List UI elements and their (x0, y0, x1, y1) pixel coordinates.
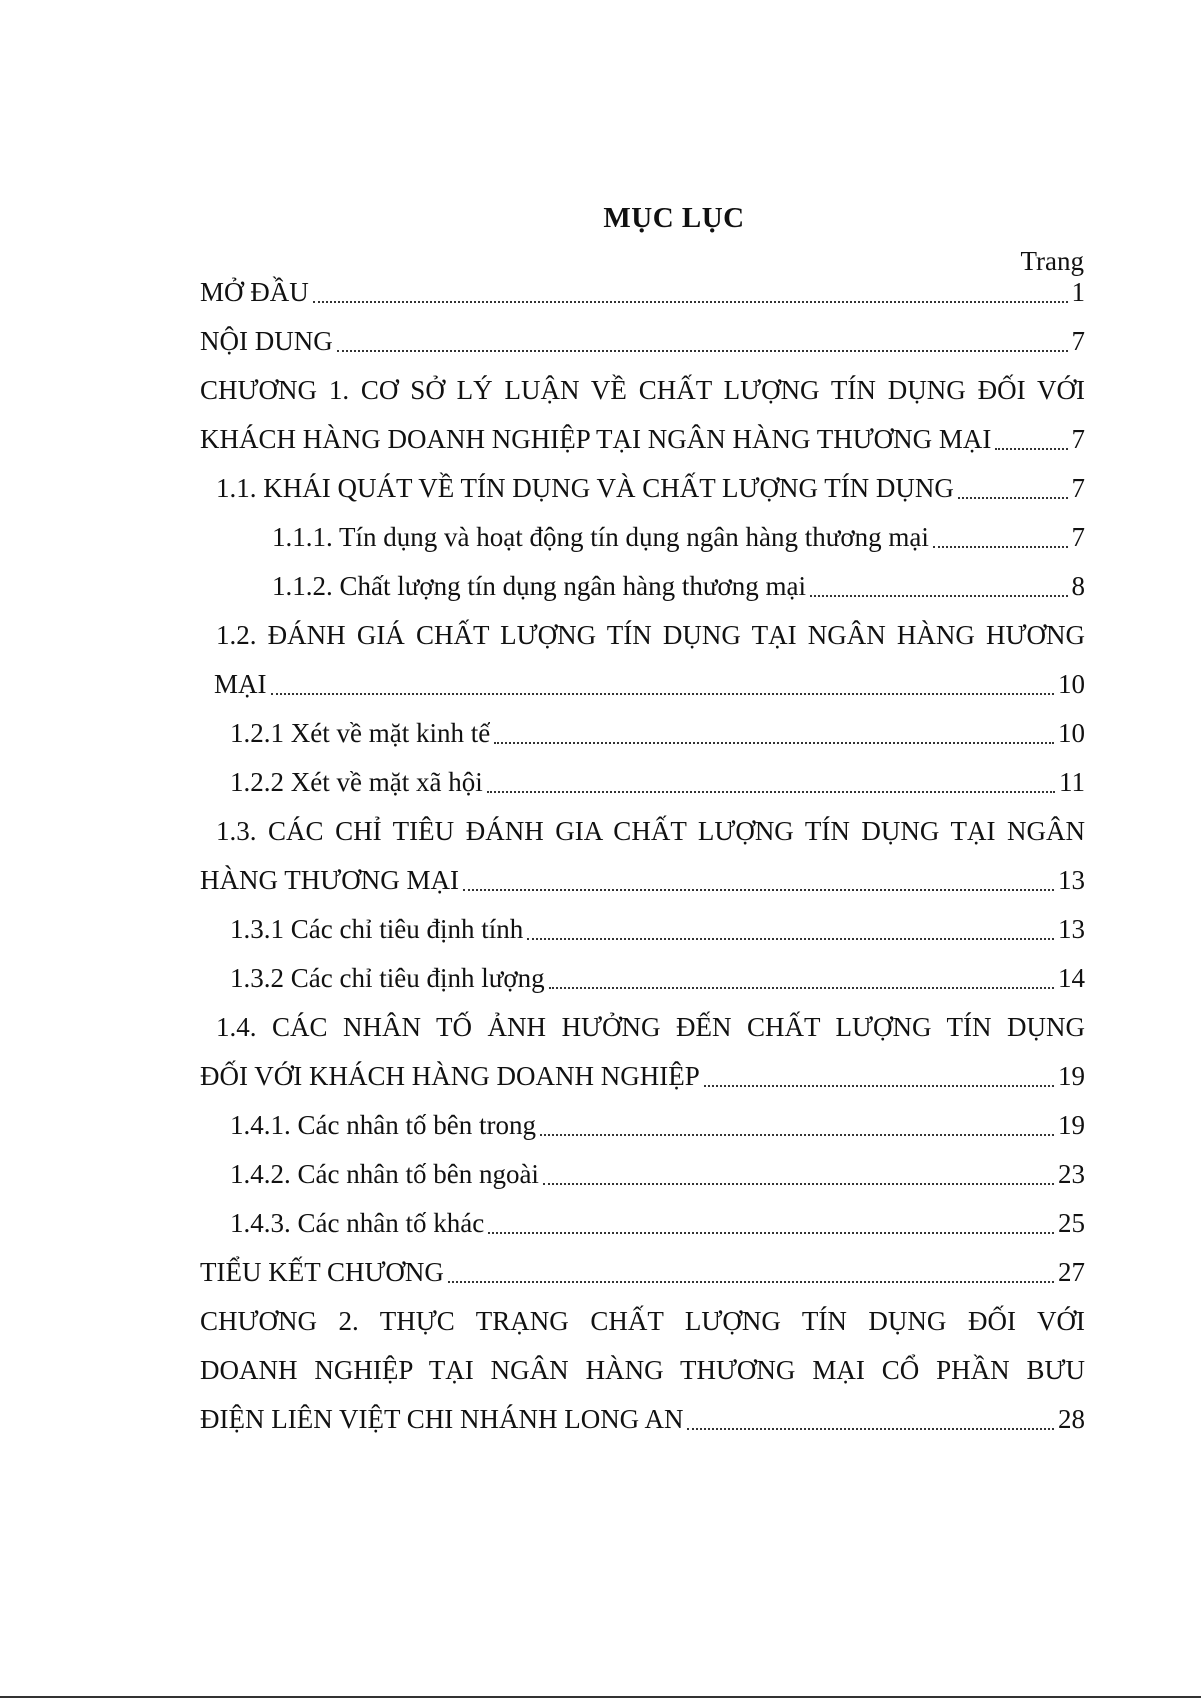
toc-entry-title: CHƯƠNG 2. THỰC TRẠNG CHẤT LƯỢNG TÍN DỤNG ĐỐI VỚI (200, 1306, 1085, 1336)
dot-leader (933, 519, 1068, 548)
toc-entry-page: 19 (1058, 1061, 1085, 1091)
toc-entry-title: ĐIỆN LIÊN VIỆT CHI NHÁNH LONG AN (200, 1404, 684, 1434)
toc-entry-page: 13 (1058, 865, 1085, 895)
toc-entry[interactable] (200, 323, 1085, 372)
toc-entry-continuation[interactable] (200, 1352, 1085, 1401)
toc-entry[interactable] (200, 764, 1085, 813)
dot-leader (488, 1205, 1054, 1234)
dot-leader (313, 274, 1068, 303)
toc-entry-title: MỞ ĐẦU (200, 277, 309, 307)
page-column-label: Trang (1020, 246, 1084, 276)
toc-entry-title: HÀNG THƯƠNG MẠI (200, 865, 459, 895)
dot-leader (549, 960, 1054, 989)
toc-entry-title: 1.1. KHÁI QUÁT VỀ TÍN DỤNG VÀ CHẤT LƯỢNG TÍN DỤNG (216, 473, 954, 503)
toc-entry-page: 11 (1059, 767, 1085, 797)
dot-leader (687, 1401, 1054, 1430)
toc-entry-continuation[interactable] (200, 813, 1085, 862)
toc-entry[interactable] (200, 1401, 1085, 1450)
toc-entry-continuation[interactable] (200, 617, 1085, 666)
toc-entry[interactable] (200, 911, 1085, 960)
dot-leader (271, 666, 1055, 695)
toc-entry-continuation[interactable] (200, 372, 1085, 421)
toc-entry[interactable] (200, 1205, 1085, 1254)
toc-entry-continuation[interactable] (200, 1303, 1085, 1352)
toc-entry[interactable] (200, 1107, 1085, 1156)
toc-entry-title: 1.4.2. Các nhân tố bên ngoài (230, 1159, 539, 1189)
toc-entry-continuation[interactable] (200, 1009, 1085, 1058)
toc-entry-title: KHÁCH HÀNG DOANH NGHIỆP TẠI NGÂN HÀNG THƯƠNG MẠI (200, 424, 992, 454)
toc-entry[interactable] (200, 715, 1085, 764)
toc-entry-page: 19 (1058, 1110, 1085, 1140)
table-of-contents (200, 274, 1085, 1450)
toc-entry[interactable] (200, 1254, 1085, 1303)
toc-entry-title: 1.2.1 Xét về mặt kinh tế (230, 718, 491, 748)
toc-entry-page: 1 (1071, 277, 1085, 307)
dot-leader (704, 1058, 1054, 1087)
toc-entry-title: 1.1.2. Chất lượng tín dụng ngân hàng thương mại (272, 571, 807, 601)
dot-leader (527, 911, 1054, 940)
toc-entry-page: 10 (1058, 669, 1085, 699)
toc-entry-title: CHƯƠNG 1. CƠ SỞ LÝ LUẬN VỀ CHẤT LƯỢNG TÍN DỤNG ĐỐI VỚI (200, 375, 1085, 405)
toc-entry-title: 1.3. CÁC CHỈ TIÊU ĐÁNH GIA CHẤT LƯỢNG TÍN DỤNG TẠI NGÂN (216, 816, 1085, 846)
toc-entry-page: 8 (1071, 571, 1085, 601)
toc-entry-page: 7 (1071, 424, 1085, 454)
toc-entry[interactable] (200, 960, 1085, 1009)
dot-leader (810, 568, 1067, 597)
toc-entry[interactable] (200, 519, 1085, 568)
toc-entry-title: NỘI DUNG (200, 326, 333, 356)
dot-leader (995, 421, 1067, 450)
toc-entry-title: 1.2. ĐÁNH GIÁ CHẤT LƯỢNG TÍN DỤNG TẠI NGÂN HÀNG HƯƠNG (216, 620, 1085, 650)
toc-entry-title: DOANH NGHIỆP TẠI NGÂN HÀNG THƯƠNG MẠI CỔ PHẦN BƯU (200, 1355, 1085, 1385)
dot-leader (463, 862, 1054, 891)
toc-entry-page: 27 (1058, 1257, 1085, 1287)
toc-title: MỤC LỤC (603, 202, 745, 234)
toc-entry[interactable] (200, 666, 1085, 715)
toc-entry-title: 1.4.1. Các nhân tố bên trong (230, 1110, 536, 1140)
toc-entry-page: 23 (1058, 1159, 1085, 1189)
dot-leader (958, 470, 1068, 499)
dot-leader (487, 764, 1055, 793)
toc-entry[interactable] (200, 274, 1085, 323)
toc-entry[interactable] (200, 421, 1085, 470)
dot-leader (540, 1107, 1054, 1136)
dot-leader (337, 323, 1068, 352)
toc-entry[interactable] (200, 1058, 1085, 1107)
toc-entry-page: 28 (1058, 1404, 1085, 1434)
toc-entry-title: TIỂU KẾT CHƯƠNG (200, 1257, 444, 1287)
toc-entry-page: 7 (1071, 473, 1085, 503)
toc-entry-page: 13 (1058, 914, 1085, 944)
toc-entry-page: 14 (1058, 963, 1085, 993)
dot-leader (494, 715, 1054, 744)
dot-leader (543, 1156, 1054, 1185)
toc-entry-page: 25 (1058, 1208, 1085, 1238)
toc-entry-title: ĐỐI VỚI KHÁCH HÀNG DOANH NGHIỆP (200, 1061, 700, 1091)
toc-entry-page: 7 (1071, 326, 1085, 356)
toc-entry-title: 1.4. CÁC NHÂN TỐ ẢNH HƯỞNG ĐẾN CHẤT LƯỢNG TÍN DỤNG (216, 1012, 1085, 1042)
toc-entry-title: MẠI (214, 669, 267, 699)
toc-entry[interactable] (200, 862, 1085, 911)
toc-entry-title: 1.4.3. Các nhân tố khác (230, 1208, 485, 1238)
toc-entry[interactable] (200, 568, 1085, 617)
toc-entry[interactable] (200, 470, 1085, 519)
toc-entry[interactable] (200, 1156, 1085, 1205)
toc-entry-page: 10 (1058, 718, 1085, 748)
toc-entry-title: 1.3.1 Các chỉ tiêu định tính (230, 914, 524, 944)
toc-entry-title: 1.1.1. Tín dụng và hoạt động tín dụng ngân hàng thương mại (272, 522, 929, 552)
toc-entry-title: 1.2.2 Xét về mặt xã hội (230, 767, 483, 797)
dot-leader (448, 1254, 1054, 1283)
toc-entry-page: 7 (1071, 522, 1085, 552)
toc-entry-title: 1.3.2 Các chỉ tiêu định lượng (230, 963, 545, 993)
